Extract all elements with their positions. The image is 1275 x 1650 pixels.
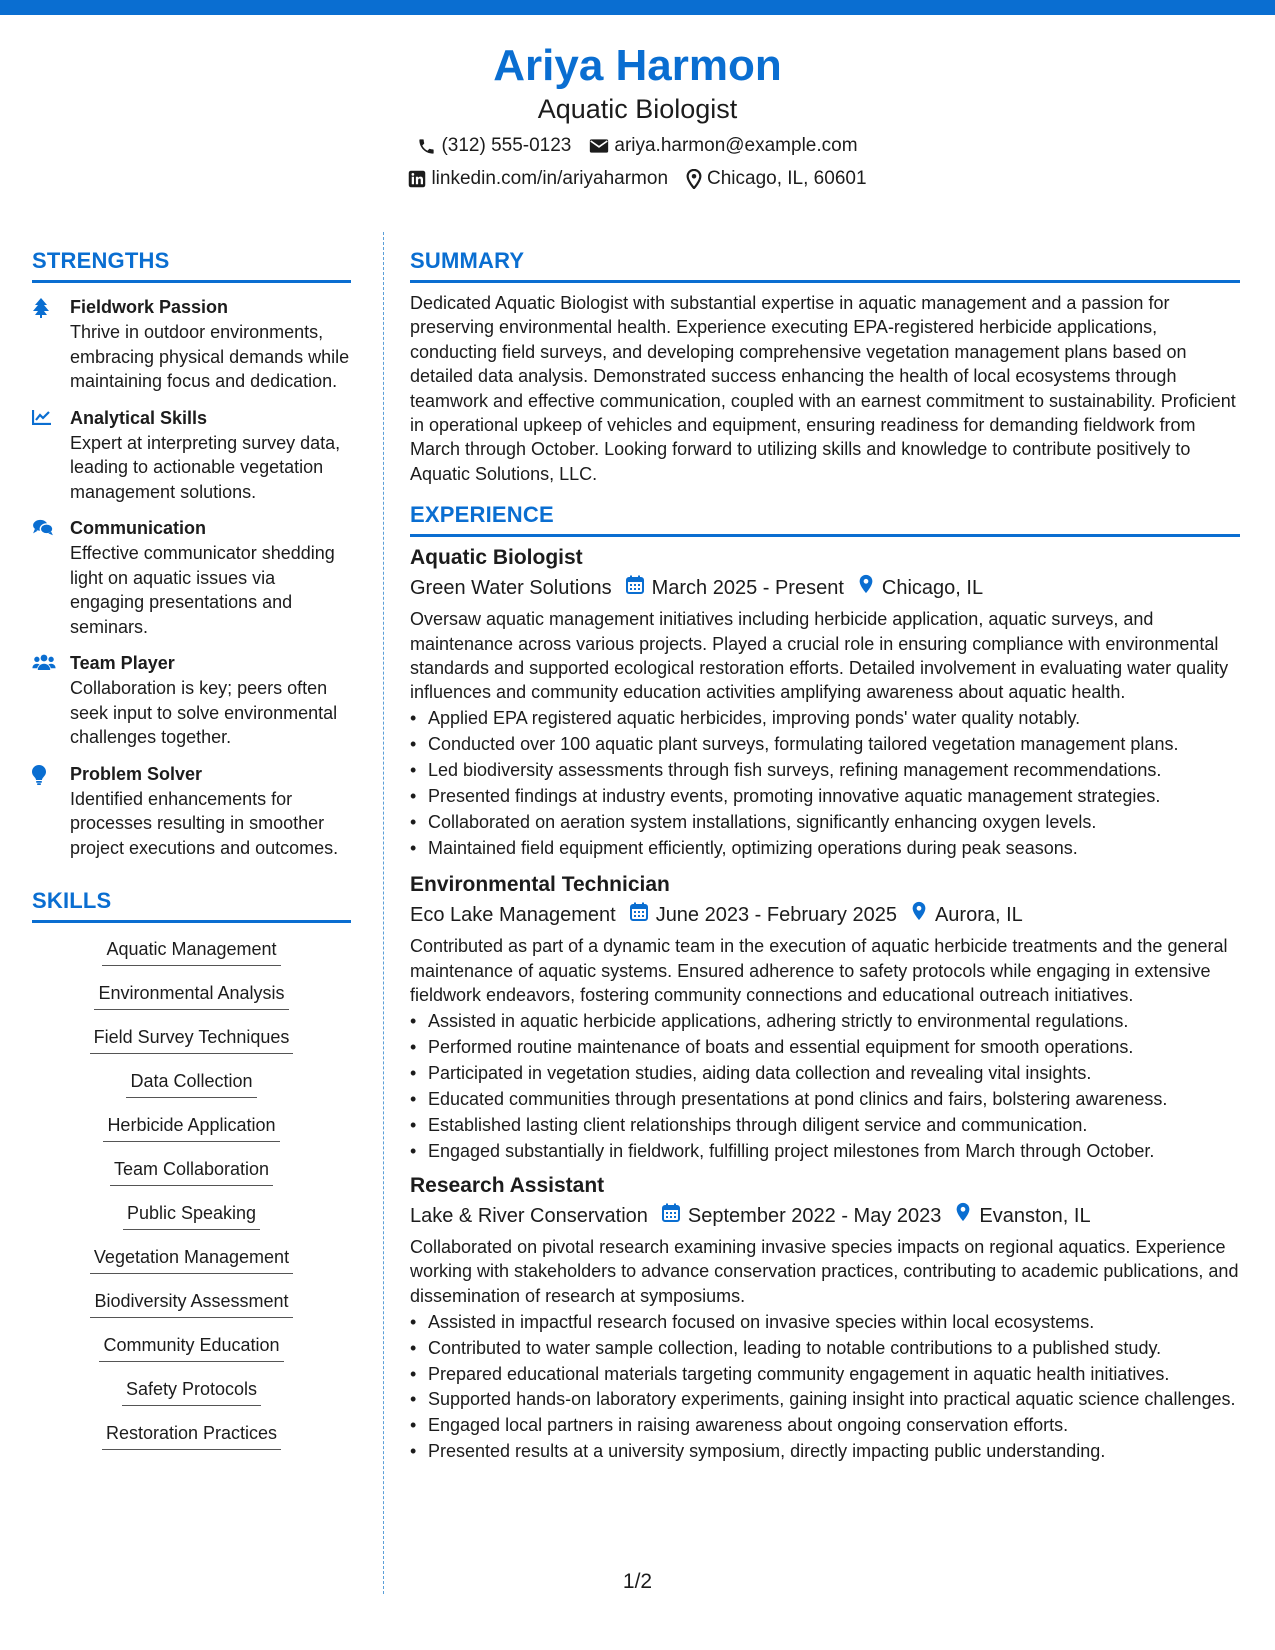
strength-item — [32, 651, 351, 750]
calendar-icon — [662, 1201, 688, 1231]
strength-item — [32, 295, 351, 394]
contact-location — [686, 166, 867, 192]
strength-title: Team Player — [70, 653, 175, 673]
strength-item — [32, 762, 351, 861]
candidate-name: Ariya Harmon — [493, 41, 782, 90]
job-company: Lake & River Conservation — [410, 1204, 648, 1227]
list-item: • Presented findings at industry events, promoting innovative aquatic management strategies. — [410, 784, 1240, 808]
skill-item: Community Education — [99, 1333, 283, 1362]
skill-item: Herbicide Application — [103, 1113, 279, 1142]
list-item: • Maintained field equipment efficiently, optimizing operations during peak seasons. — [410, 836, 1240, 860]
strength-desc: Thrive in outdoor environments, embracing physical demands while maintaining focus and dedication. — [70, 322, 350, 391]
job-bullets — [410, 1009, 1240, 1163]
job-entry — [410, 543, 1240, 860]
tree-icon — [32, 295, 70, 394]
job-title: Research Assistant — [410, 1173, 605, 1197]
skill-item: Vegetation Management — [90, 1245, 293, 1274]
list-item: • Supported hands-on laboratory experiments, gaining insight into practical aquatic science challenges. — [410, 1387, 1240, 1411]
skill-item: Safety Protocols — [122, 1377, 261, 1406]
list-item: • Assisted in aquatic herbicide applications, adhering strictly to environmental regulations. — [410, 1009, 1240, 1033]
chart-line-icon — [32, 406, 70, 505]
list-item: • Performed routine maintenance of boats and essential equipment for smooth operations. — [410, 1035, 1240, 1059]
list-item: • Participated in vegetation studies, aiding data collection and revealing vital insights. — [410, 1061, 1240, 1085]
job-description: Collaborated on pivotal research examining invasive species impacts on regional aquatics. Experience working with stakeholders to advance conservation practices, contributing to academic publications, and dissemination of research at symposiums. — [410, 1236, 1239, 1306]
job-dates: June 2023 - February 2025 — [655, 904, 897, 927]
job-location: Aurora, IL — [934, 904, 1023, 927]
job-description: Contributed as part of a dynamic team in the execution of aquatic herbicide treatments and the general maintenance of aquatic systems. Ensured adherence to safety protocols while engaging in extensive fieldwork endeavors, fostering community connections and educational outreach initiatives. — [410, 936, 1228, 1006]
map-pin-icon — [955, 1201, 979, 1231]
email-text[interactable]: ariya.harmon@example.com — [614, 135, 858, 156]
list-item: • Assisted in impactful research focused on invasive species within local ecosystems. — [410, 1310, 1240, 1334]
job-bullets — [410, 706, 1240, 860]
skills-heading: SKILLS — [32, 886, 351, 923]
contact-email[interactable] — [589, 133, 857, 159]
job-location: Chicago, IL — [881, 577, 984, 600]
linkedin-text[interactable]: linkedin.com/in/ariyaharmon — [431, 168, 669, 189]
job-meta — [410, 573, 1240, 603]
contact-row-1 — [0, 133, 1275, 159]
job-bullets — [410, 1310, 1240, 1464]
skill-item: Public Speaking — [123, 1201, 260, 1230]
strength-title: Fieldwork Passion — [70, 297, 229, 317]
envelope-icon — [589, 137, 609, 155]
job-title: Environmental Technician — [410, 873, 670, 897]
contact-linkedin[interactable] — [408, 166, 668, 192]
list-item: • Led biodiversity assessments through fish surveys, refining management recommendations. — [410, 758, 1240, 782]
right-column — [410, 246, 1240, 1464]
skills-list — [32, 937, 351, 1465]
strength-desc: Collaboration is key; peers often seek input to solve environmental challenges together. — [70, 678, 338, 747]
job-meta — [410, 1201, 1240, 1231]
skill-item: Team Collaboration — [110, 1157, 273, 1186]
map-pin-icon — [858, 573, 882, 603]
map-pin-icon — [911, 900, 935, 930]
strength-title: Communication — [70, 518, 207, 538]
top-accent-bar — [0, 0, 1275, 15]
summary-text: Dedicated Aquatic Biologist with substantial expertise in aquatic management and a passion for preserving environmental health. Experience executing EPA-registered herbicide applications, conducting field surveys, and developing comprehensive vegetation management plans based on detailed data analysis. Demonstrated success enhancing the health of local ecosystems through teamwork and effective communication, coupled with an earnest commitment to sustainability. Proficient in operational upkeep of vehicles and equipment, ensuring readiness for demanding fieldwork from March through October. Looking forward to utilizing skills and knowledge to contribute positively to Aquatic Solutions, LLC. — [410, 293, 1236, 484]
column-divider — [383, 232, 384, 1594]
strength-item — [32, 516, 351, 639]
resume-header — [0, 40, 1275, 192]
phone-text: (312) 555-0123 — [441, 135, 572, 156]
strengths-heading: STRENGTHS — [32, 246, 351, 283]
contact-phone — [417, 133, 571, 159]
contact-row-2 — [0, 166, 1275, 192]
job-entry — [410, 870, 1240, 1163]
job-location: Evanston, IL — [979, 1204, 1091, 1227]
list-item: • Contributed to water sample collection, leading to notable contributions to a published study. — [410, 1336, 1240, 1360]
candidate-role: Aquatic Biologist — [537, 94, 738, 124]
linkedin-icon — [408, 170, 426, 188]
list-item: • Established lasting client relationships through diligent service and communication. — [410, 1113, 1240, 1137]
job-company: Green Water Solutions — [410, 577, 612, 600]
list-item: • Engaged substantially in fieldwork, fulfilling project milestones from March through October. — [410, 1139, 1240, 1163]
skill-item: Restoration Practices — [102, 1421, 281, 1450]
job-company: Eco Lake Management — [410, 904, 616, 927]
page-number: 1/2 — [622, 1570, 653, 1593]
calendar-icon — [626, 573, 652, 603]
left-column — [32, 246, 351, 1465]
lightbulb-icon — [32, 762, 70, 861]
job-description: Oversaw aquatic management initiatives including herbicide application, aquatic surveys, and maintenance across various projects. Played a crucial role in ensuring compliance with environmental standards and supported ecological restoration efforts. Detailed involvement in evaluating water quality influences and community education activities amplifying awareness about aquatic health. — [410, 609, 1229, 703]
job-dates: September 2022 - May 2023 — [687, 1204, 942, 1227]
chat-bubbles-icon — [32, 516, 70, 639]
strength-item — [32, 406, 351, 505]
list-item: • Educated communities through presentations at pond clinics and fairs, bolstering awareness. — [410, 1087, 1240, 1111]
list-item: • Conducted over 100 aquatic plant surveys, formulating tailored vegetation management plans. — [410, 732, 1240, 756]
skill-item: Biodiversity Assessment — [90, 1289, 292, 1318]
skill-item: Environmental Analysis — [94, 981, 288, 1010]
strength-title: Analytical Skills — [70, 407, 208, 428]
job-title: Aquatic Biologist — [410, 546, 583, 570]
skill-item: Aquatic Management — [102, 937, 280, 966]
map-pin-icon — [686, 169, 702, 189]
phone-icon — [417, 137, 436, 156]
location-text: Chicago, IL, 60601 — [707, 168, 867, 189]
list-item: • Collaborated on aeration system installations, significantly enhancing oxygen levels. — [410, 810, 1240, 834]
list-item: • Prepared educational materials targeting community engagement in aquatic health initiatives. — [410, 1362, 1240, 1386]
job-entry — [410, 1171, 1240, 1464]
strength-desc: Identified enhancements for processes resulting in smoother project executions and outcomes. — [70, 788, 339, 858]
skill-item: Data Collection — [126, 1069, 256, 1098]
strength-title: Problem Solver — [70, 763, 203, 784]
list-item: • Engaged local partners in raising awareness about ongoing conservation efforts. — [410, 1413, 1240, 1437]
skill-item: Field Survey Techniques — [90, 1025, 294, 1054]
job-meta — [410, 900, 1240, 930]
calendar-icon — [630, 900, 656, 930]
job-dates: March 2025 - Present — [651, 577, 844, 600]
experience-heading: EXPERIENCE — [410, 500, 1240, 537]
summary-heading: SUMMARY — [410, 246, 1240, 283]
list-item: • Presented results at a university symposium, directly impacting public understanding. — [410, 1439, 1240, 1463]
list-item: • Applied EPA registered aquatic herbicides, improving ponds' water quality notably. — [410, 706, 1240, 730]
strength-desc: Effective communicator shedding light on aquatic issues via engaging presentations and seminars. — [70, 543, 335, 637]
strength-desc: Expert at interpreting survey data, leading to actionable vegetation management solutions. — [70, 432, 341, 502]
users-icon — [32, 651, 70, 750]
